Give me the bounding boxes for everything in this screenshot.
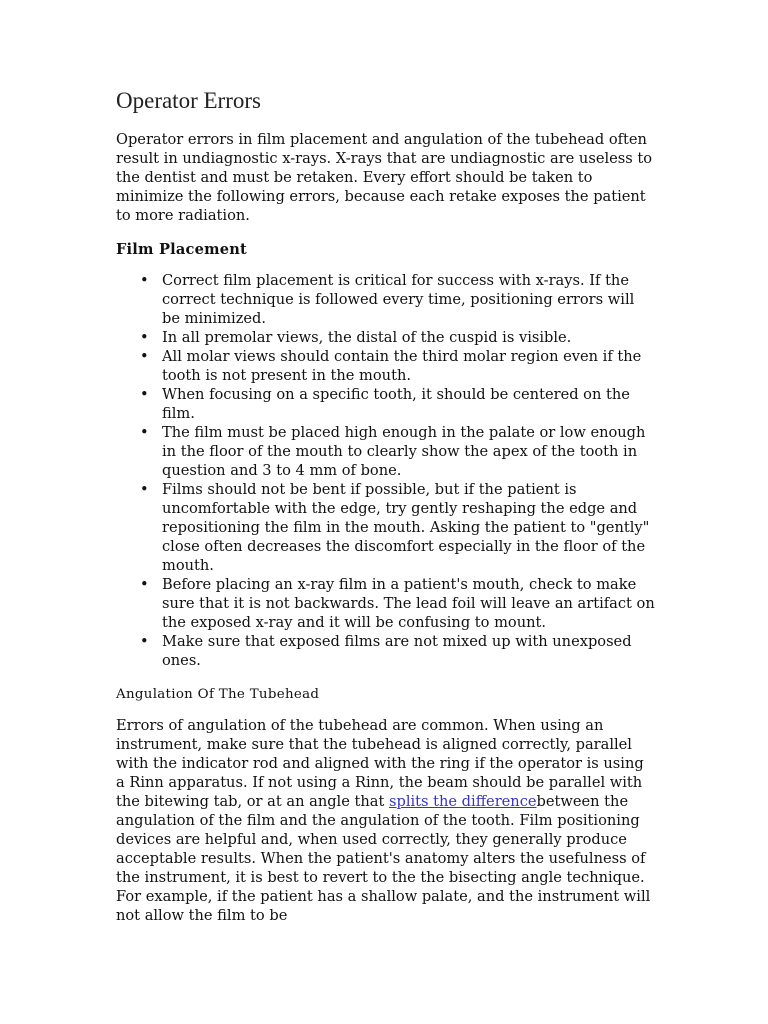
bullet-icon: •	[140, 329, 149, 346]
angulation-paragraph	[116, 716, 656, 925]
film-placement-list	[116, 271, 656, 670]
angulation-text-after-link: between the angulation of the film and the angulation of the tooth. Film positioning devices are helpful and, when used correctly, they generally produce acceptable results. When the patient's anatomy alters the usefulness of the instrument, it is best to revert to the the bisecting angle technique. For example, if the patient has a shallow palate, and the instrument will not allow the film to be	[116, 793, 651, 924]
film-placement-heading: Film Placement	[116, 241, 247, 258]
list-item	[116, 328, 656, 347]
list-item	[116, 480, 656, 575]
list-item-text: All molar views should contain the third molar region even if the tooth is not present in the mouth.	[162, 348, 642, 384]
splits-the-difference-link[interactable]: splits the difference	[388, 793, 537, 810]
page-title: Operator Errors	[116, 88, 261, 113]
angulation-text-before-link: Errors of angulation of the tubehead are common. When using an instrument, make sure that the tubehead is aligned correctly, parallel with the indicator rod and aligned with the ring if the operator is using a Rinn apparatus. If not using a Rinn, the beam should be parallel with the bitewing tab, or at an angle that	[116, 717, 644, 810]
list-item-text: When focusing on a specific tooth, it should be centered on the film.	[162, 386, 630, 422]
list-item-text: The film must be placed high enough in the palate or low enough in the floor of the mouth to clearly show the apex of the tooth in question and 3 to 4 mm of bone.	[162, 424, 646, 479]
list-item	[116, 385, 656, 423]
intro-paragraph: Operator errors in film placement and angulation of the tubehead often result in undiagnostic x-rays. X-rays that are undiagnostic are useless to the dentist and must be retaken. Every effort should be taken to minimize the following errors, because each retake exposes the patient to more radiation.	[116, 131, 653, 224]
list-item-text: In all premolar views, the distal of the cuspid is visible.	[162, 329, 572, 346]
document-page	[116, 86, 656, 925]
list-item-text: Make sure that exposed films are not mixed up with unexposed ones.	[162, 633, 632, 669]
bullet-icon: •	[140, 633, 149, 650]
list-item	[116, 347, 656, 385]
bullet-icon: •	[140, 272, 149, 289]
list-item-text: Films should not be bent if possible, but if the patient is uncomfortable with the edge, try gently reshaping the edge and repositioning the film in the mouth. Asking the patient to "gently" close often decreases the discomfort especially in the floor of the mouth.	[162, 481, 650, 574]
list-item-text: Correct film placement is critical for success with x-rays. If the correct technique is followed every time, positioning errors will be minimized.	[162, 272, 635, 327]
list-item	[116, 575, 656, 632]
bullet-icon: •	[140, 481, 149, 498]
bullet-icon: •	[140, 348, 149, 365]
bullet-icon: •	[140, 424, 149, 441]
bullet-icon: •	[140, 386, 149, 403]
list-item	[116, 632, 656, 670]
bullet-icon: •	[140, 576, 149, 593]
list-item-text: Before placing an x-ray film in a patient's mouth, check to make sure that it is not backwards. The lead foil will leave an artifact on the exposed x-ray and it will be confusing to mount.	[162, 576, 655, 631]
list-item	[116, 271, 656, 328]
list-item	[116, 423, 656, 480]
angulation-heading: Angulation Of The Tubehead	[116, 687, 320, 702]
